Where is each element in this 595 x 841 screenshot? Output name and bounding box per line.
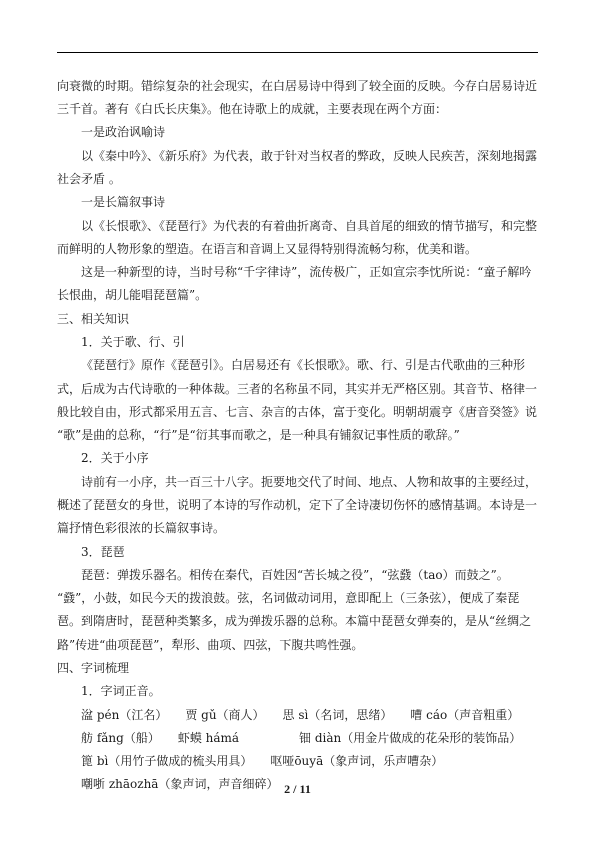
page-number: 2 / 11	[284, 782, 311, 796]
text-line: 概述了琵琶女的身世，说明了本诗的写作动机，定下了全诗凄切伤怀的感情基调。本诗是一	[57, 498, 538, 512]
text-line: 三千首。著有《白氏长庆集》。他在诗歌上的成就，主要表现在两个方面：	[57, 102, 448, 116]
text-line: “歌”是曲的总称，“行”是“衍其事而歌之，是一种具有铺叙记事性质的歌辞。”	[57, 428, 460, 442]
vocab-line: 湓 pén（江名） 贾 gǔ（商人） 思 sì（名词，思绪） 嘈 cáo（声音粗重）	[81, 708, 520, 722]
subheading: 一是长篇叙事诗	[81, 195, 166, 209]
subheading: 3．琵琶	[81, 545, 125, 559]
text-line: “鼗”，小鼓，如民今天的拨浪鼓。弦，名词做动词用，意即配上（三条弦），便成了秦琵	[57, 591, 520, 605]
text-line: 般比较自由，形式都采用五言、七言、杂言的古体，富于变化。明朝胡震亨《唐音癸签》说	[57, 405, 538, 419]
text-line: 以《秦中吟》、《新乐府》为代表，敢于针对当权者的弊政，反映人民疾苦，深刻地揭露	[81, 149, 538, 163]
text-line: 向衰微的时期。错综复杂的社会现实，在白居易诗中得到了较全面的反映。今存白居易诗近	[57, 79, 538, 93]
header-rule	[57, 52, 538, 53]
text-line: 长恨曲，胡儿能唱琵琶篇”。	[57, 288, 208, 302]
section-heading: 三、相关知识	[57, 312, 130, 326]
vocab-line: 舫 fǎng（船） 虾蟆 hámá 钿 diàn（用金片做成的花朵形的装饰品）	[81, 731, 522, 745]
text-line: 路”传进“曲项琵琶”，犁形、曲项、四弦，下腹共鸣性强。	[57, 638, 364, 652]
text-line: 诗前有一小序，共一百三十八字。扼要地交代了时间、地点、人物和故事的主要经过，	[81, 475, 538, 489]
text-line: 这是一种新型的诗，当时号称“千字律诗”，流传极广，正如宣宗李忱所说：“童子解吟	[81, 265, 532, 279]
section-heading: 四、字词梳理	[57, 661, 130, 675]
subheading: 1．字词正音。	[81, 684, 161, 698]
text-line: 社会矛盾 。	[57, 172, 121, 186]
text-line: 以《长恨歌》、《琵琶行》为代表的有着曲折离奇、自具首尾的细致的情节描写，和完整	[81, 219, 538, 233]
vocab-line: 嘲哳 zhāozhā（象声词，声音细碎）	[81, 777, 279, 791]
vocab-line: 篦 bì（用竹子做成的梳头用具） 呕哑ōuyā（象声词，乐声嘈杂）	[81, 754, 444, 768]
text-line: 琵琶：弹拨乐器名。相传在秦代，百姓因“苦长城之役”，“弦鼗（tao）而鼓之”。	[81, 568, 509, 582]
subheading: 一是政治讽喻诗	[81, 125, 166, 139]
text-line: 而鲜明的人物形象的塑造。在语言和音调上又显得特别得流畅匀称，优美和谐。	[57, 242, 478, 256]
text-line: 《琵琶行》原作《琵琶引》。白居易还有《长恨歌》。歌、行、引是古代歌曲的三种形	[81, 358, 526, 372]
subheading: 2．关于小序	[81, 451, 149, 465]
text-line: 篇抒情色彩很浓的长篇叙事诗。	[57, 521, 226, 535]
subheading: 1．关于歌、行、引	[81, 335, 185, 349]
text-line: 式，后成为古代诗歌的一种体裁。三者的名称虽不同，其实并无严格区别。其音节、格律一	[57, 382, 538, 396]
text-line: 琶。到隋唐时，琵琶种类繁多，成为弹拨乐器的总称。本篇中琵琶女弹奏的，是从“丝绸之	[57, 614, 532, 628]
